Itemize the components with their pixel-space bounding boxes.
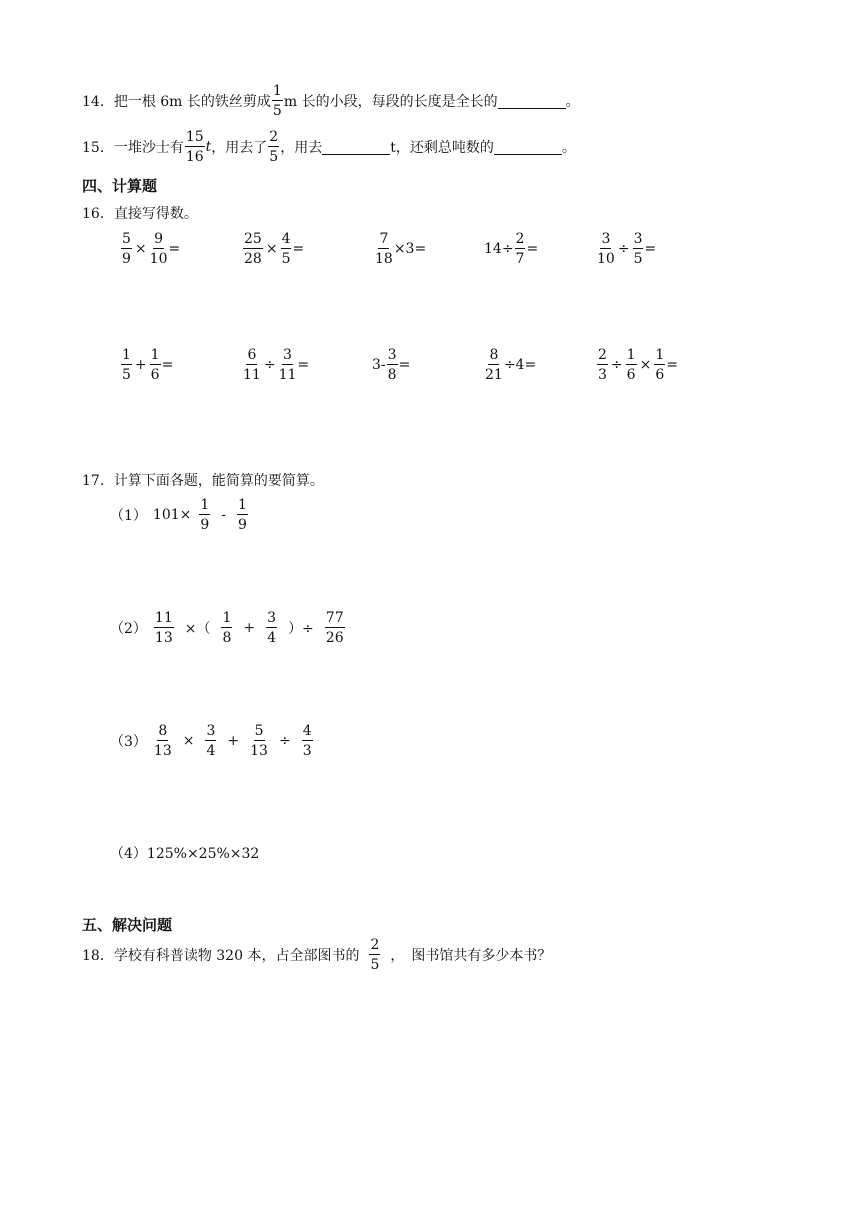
question-number: 16． <box>82 206 114 222</box>
fraction <box>369 938 380 972</box>
text-fragment: = <box>168 241 181 257</box>
section-heading: 五、解决问题 <box>82 916 173 934</box>
denominator: 28 <box>244 251 262 267</box>
numerator: 6 <box>247 347 257 363</box>
numerator: 1 <box>655 347 665 363</box>
numerator: 3 <box>601 231 611 247</box>
oral-calc-4 <box>484 232 538 266</box>
oral-calc-1 <box>120 232 180 266</box>
text-fragment: = <box>666 357 678 373</box>
fraction <box>237 498 248 532</box>
fraction <box>485 348 503 382</box>
calc-problem-3 <box>110 724 314 758</box>
numerator: 3 <box>387 347 397 363</box>
denominator: 5 <box>269 149 279 165</box>
question-number: 18． <box>82 948 114 964</box>
denominator: 13 <box>153 743 172 759</box>
denominator: 6 <box>150 367 160 383</box>
numerator: 1 <box>222 610 232 626</box>
denominator: 3 <box>302 743 312 759</box>
text-fragment: 14÷ <box>484 241 514 257</box>
numerator: 2 <box>269 129 279 145</box>
oral-calc-10 <box>596 348 678 382</box>
denominator: 5 <box>281 251 291 267</box>
denominator: 13 <box>154 630 173 646</box>
numerator: 5 <box>122 231 131 247</box>
denominator: 10 <box>149 251 168 267</box>
numerator: 4 <box>302 723 312 739</box>
denominator: 10 <box>597 251 615 267</box>
problem-label: （3） <box>110 734 147 750</box>
text-fragment: × <box>182 733 195 749</box>
calc-problem-2 <box>110 611 346 645</box>
answer-blank[interactable] <box>498 94 566 109</box>
text-fragment: ，用去 <box>280 140 323 156</box>
fraction <box>154 611 174 645</box>
numerator: 1 <box>200 497 210 513</box>
numerator: 15 <box>185 129 204 145</box>
denominator: 6 <box>626 367 636 383</box>
fraction <box>205 724 216 758</box>
text-fragment: 3- <box>372 357 386 373</box>
denominator: 5 <box>633 251 643 267</box>
denominator: 9 <box>200 517 210 533</box>
text-fragment: = <box>297 357 310 373</box>
question-14 <box>82 84 580 118</box>
fraction <box>150 348 161 382</box>
numerator: 2 <box>515 231 525 247</box>
numerator: 9 <box>154 231 164 247</box>
denominator: 8 <box>387 367 397 383</box>
fraction <box>121 348 132 382</box>
denominator: 6 <box>655 367 665 383</box>
text-fragment: + <box>243 620 256 636</box>
fraction <box>266 611 277 645</box>
fraction <box>597 232 615 266</box>
oral-calc-3 <box>374 232 426 266</box>
denominator: 13 <box>250 743 268 759</box>
numerator: 5 <box>254 723 264 739</box>
text-fragment: （4） <box>110 846 147 862</box>
question-text: m 长的小段，每段的长度是全长的 <box>283 94 498 110</box>
denominator: 8 <box>222 630 232 646</box>
question-18 <box>82 938 551 972</box>
operator: ÷ <box>617 241 630 257</box>
section-heading: 四、计算题 <box>82 177 158 195</box>
text-fragment: t，还剩总吨数的 <box>390 140 494 156</box>
text-fragment: = <box>161 357 174 373</box>
denominator: 5 <box>272 103 282 119</box>
question-text: ， 图书馆共有多少本书？ <box>390 948 552 964</box>
denominator: 9 <box>122 251 131 267</box>
question-15 <box>82 130 576 164</box>
numerator: 1 <box>122 347 131 363</box>
numerator: 7 <box>379 231 389 247</box>
fraction <box>387 348 398 382</box>
text-fragment: ×（ <box>184 621 211 637</box>
fraction <box>654 348 665 382</box>
denominator: 4 <box>206 743 216 759</box>
question-16 <box>82 203 198 223</box>
fraction <box>281 232 292 266</box>
denominator: 9 <box>238 517 247 533</box>
calc-problem-4 <box>110 843 259 863</box>
answer-blank[interactable] <box>494 140 562 155</box>
denominator: 4 <box>267 630 277 646</box>
numerator: 3 <box>633 231 643 247</box>
denominator: 11 <box>243 367 261 383</box>
fraction <box>154 724 172 758</box>
fraction <box>325 611 345 645</box>
denominator: 5 <box>370 957 380 973</box>
oral-calc-6 <box>120 348 173 382</box>
text-fragment: 101× <box>152 507 192 523</box>
operator: + <box>134 357 147 373</box>
text-fragment: ，用去了 <box>211 140 268 156</box>
numerator: 1 <box>238 497 247 513</box>
problem-label: （1） <box>110 508 147 524</box>
fraction <box>375 232 393 266</box>
text-fragment: 。 <box>561 140 576 156</box>
numerator: 8 <box>158 723 168 739</box>
text-fragment: ）÷ <box>288 621 314 637</box>
numerator: 11 <box>154 610 173 626</box>
oral-calc-9 <box>484 348 536 382</box>
fraction <box>302 724 313 758</box>
fraction <box>597 348 608 382</box>
numerator: 3 <box>206 723 216 739</box>
text-fragment: t <box>205 139 212 155</box>
numerator: 1 <box>272 83 282 99</box>
fraction <box>221 611 232 645</box>
operator: × <box>639 357 652 373</box>
question-text: 一堆沙士有 <box>113 140 184 156</box>
denominator: 11 <box>278 367 297 383</box>
numerator: 2 <box>598 347 607 363</box>
text-fragment: = <box>644 241 657 257</box>
fraction <box>272 84 283 118</box>
text-fragment: + <box>227 733 240 749</box>
text-fragment: - <box>221 507 227 523</box>
denominator: 26 <box>325 630 344 646</box>
numerator: 8 <box>489 347 499 363</box>
question-number: 15． <box>82 140 114 156</box>
fraction <box>243 348 261 382</box>
fraction <box>633 232 644 266</box>
text-fragment: ÷4= <box>503 357 537 373</box>
denominator: 18 <box>375 251 393 267</box>
numerator: 77 <box>325 610 344 626</box>
text-fragment: 。 <box>565 94 580 110</box>
fraction <box>185 130 205 164</box>
text-fragment: = <box>292 241 305 257</box>
question-number: 14． <box>82 94 114 110</box>
fraction <box>250 724 268 758</box>
text-fragment: 125%×25%×32 <box>146 846 260 862</box>
numerator: 3 <box>267 610 277 626</box>
numerator: 1 <box>626 347 636 363</box>
question-text: 直接写得数。 <box>113 206 198 222</box>
oral-calc-2 <box>242 232 304 266</box>
calc-problem-1 <box>110 498 249 532</box>
question-text: 把一根 6m 长的铁丝剪成 <box>113 94 271 110</box>
fraction <box>150 232 168 266</box>
fraction <box>626 348 637 382</box>
operator: × <box>134 241 147 257</box>
denominator: 7 <box>515 251 525 267</box>
question-17 <box>82 470 324 490</box>
operator: ÷ <box>610 357 623 373</box>
oral-calc-5 <box>596 232 656 266</box>
fraction <box>279 348 297 382</box>
text-fragment: = <box>398 357 411 373</box>
question-text: 计算下面各题，能简算的要简算。 <box>113 473 324 489</box>
operator: ÷ <box>263 357 276 373</box>
fraction <box>515 232 526 266</box>
numerator: 1 <box>150 347 160 363</box>
denominator: 3 <box>598 367 607 383</box>
denominator: 16 <box>185 149 204 165</box>
text-fragment: ÷ <box>278 733 291 749</box>
numerator: 3 <box>283 347 292 363</box>
denominator: 21 <box>485 367 503 383</box>
numerator: 4 <box>281 231 291 247</box>
question-number: 17． <box>82 473 114 489</box>
problem-label: （2） <box>110 621 147 637</box>
operator: × <box>265 241 278 257</box>
denominator: 5 <box>122 367 131 383</box>
fraction <box>121 232 132 266</box>
text-fragment: = <box>526 241 539 257</box>
fraction <box>199 498 210 532</box>
numerator: 25 <box>244 231 262 247</box>
answer-blank[interactable] <box>322 140 390 155</box>
fraction <box>243 232 263 266</box>
text-fragment: ×3= <box>393 241 427 257</box>
question-text: 学校有科普读物 320 本，占全部图书的 <box>113 948 360 964</box>
oral-calc-8 <box>372 348 410 382</box>
oral-calc-7 <box>242 348 309 382</box>
fraction <box>268 130 279 164</box>
numerator: 2 <box>370 937 380 953</box>
